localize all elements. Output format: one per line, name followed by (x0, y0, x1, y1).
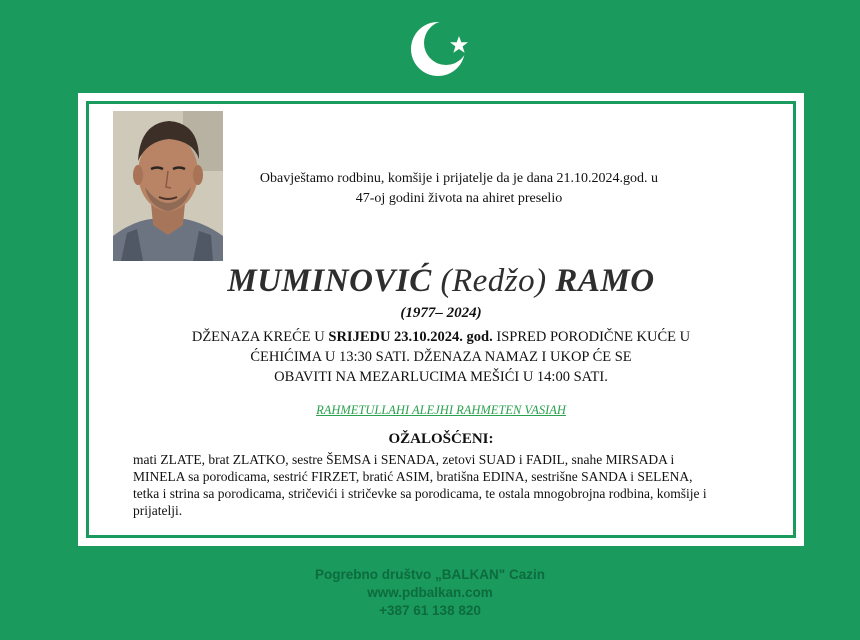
prayer-text: RAHMETULLAHI ALEJHI RAHMETEN VASIAH (316, 403, 566, 417)
mourners-line: mati ZLATE, brat ZLATKO, sestre ŠEMSA i SENADA, zetovi SUAD i FADIL, snahe MIRSADA i (133, 452, 675, 467)
funeral-details (138, 327, 744, 387)
mourners-line: tetka i strina sa porodicama, stričevići i stričevke sa porodicama, te ostala mnogobrojna rodbina, komšije i (133, 486, 707, 501)
obituary-card (78, 93, 804, 546)
funeral-text: ISPRED PORODIČNE KUĆE U (492, 329, 691, 345)
mourners-list (133, 451, 752, 519)
company-phone: +387 61 138 820 (379, 603, 481, 618)
deceased-name (78, 263, 804, 300)
portrait-photo (113, 111, 223, 261)
funeral-line: ĆEHIĆIMA U 13:30 SATI. DŽENAZA NAMAZ I UKOP ĆE SE (250, 349, 632, 365)
mourners-line: MINELA sa porodicama, sestrić FIRZET, bratić ASIM, bratišna EDINA, sestrišne SANDA i SELENA, (133, 469, 693, 484)
first-name: RAMO (555, 263, 655, 299)
funeral-home-footer (0, 566, 860, 620)
nickname: (Redžo) (440, 263, 547, 299)
surname: MUMINOVIĆ (227, 263, 432, 299)
company-website: www.pdbalkan.com (367, 585, 493, 600)
portrait-illustration (113, 111, 223, 261)
funeral-date: SRIJEDU 23.10.2024. god. (328, 329, 493, 345)
announcement-line: Obavještamo rodbinu, komšije i prijatelje da je dana 21.10.2024.god. u (259, 171, 659, 186)
company-name: Pogrebno društvo „BALKAN" Cazin (315, 567, 545, 582)
funeral-line (138, 327, 744, 347)
mourners-line: prijatelji. (133, 503, 183, 518)
funeral-text: DŽENAZA KREĆE U (191, 329, 329, 345)
announcement-line: 47-oj godini života na ahiret preselio (355, 191, 563, 206)
mourners-heading: OŽALOŠĆENI: (388, 431, 494, 447)
crescent-star-icon (410, 18, 472, 80)
life-years: (1977– 2024) (400, 305, 482, 321)
announcement-text (238, 169, 680, 209)
funeral-line: OBAVITI NA MEZARLUCIMA MEŠIĆI U 14:00 SATI. (274, 369, 608, 385)
